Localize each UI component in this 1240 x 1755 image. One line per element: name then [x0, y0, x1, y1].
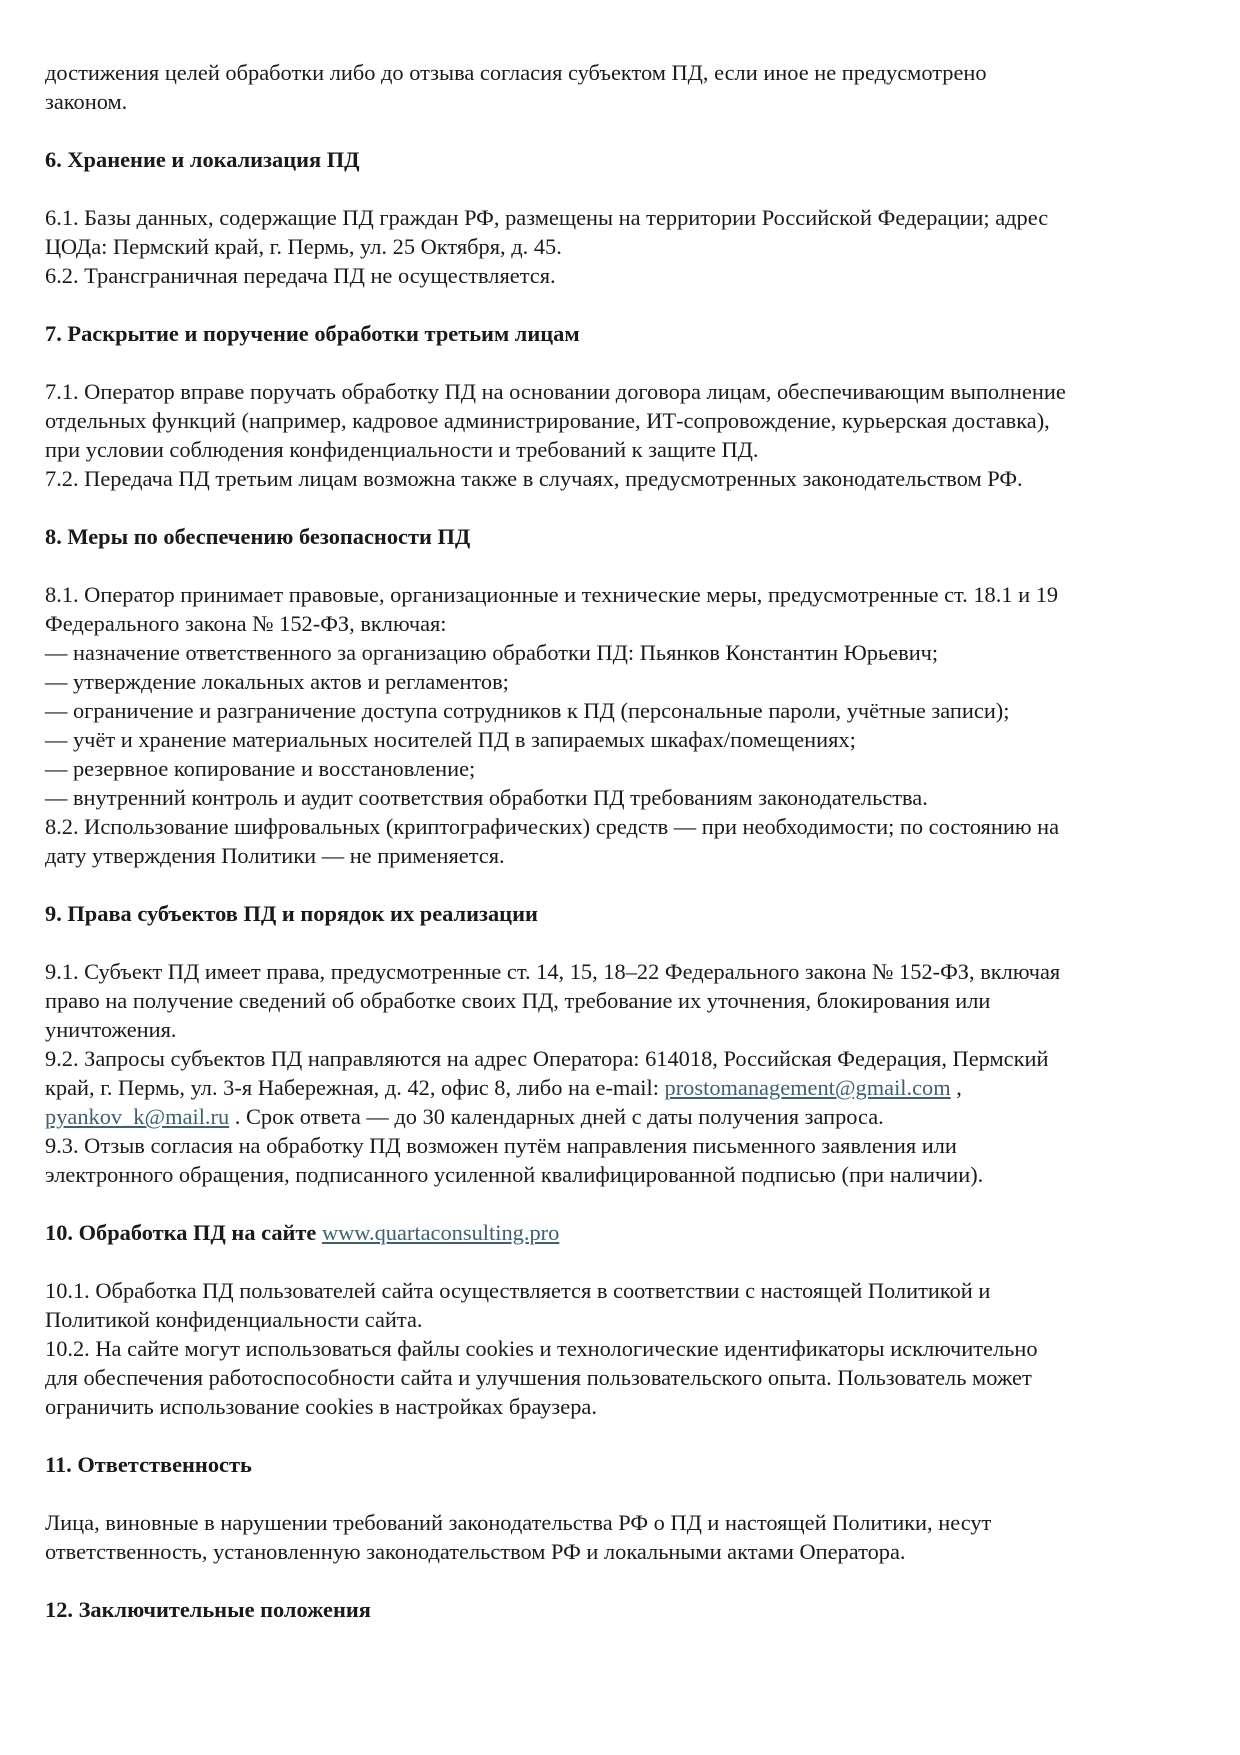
paragraph-line: 6.2. Трансграничная передача ПД не осуществляется. [45, 263, 556, 288]
paragraph-text: . Срок ответа — до 30 календарных дней с даты получения запроса. [229, 1104, 884, 1129]
section-9-heading: 9. Права субъектов ПД и порядок их реализации [45, 901, 538, 926]
separator-comma: , [950, 1075, 962, 1100]
section-7-heading: 7. Раскрытие и поручение обработки третьим лицам [45, 321, 580, 346]
section-11-heading: 11. Ответственность [45, 1452, 252, 1477]
list-item: — утверждение локальных актов и регламентов; [45, 669, 509, 694]
paragraph-line: 7.1. Оператор вправе поручать обработку ПД на основании договора лицам, обеспечивающим выполнение [45, 379, 1066, 404]
section-8-body [45, 580, 1205, 870]
section-10-heading [45, 1218, 1205, 1247]
section-9-body [45, 957, 1205, 1189]
paragraph-line: при условии соблюдения конфиденциальности и требований к защите ПД. [45, 437, 759, 462]
list-item: — ограничение и разграничение доступа сотрудников к ПД (персональные пароли, учётные записи); [45, 698, 1010, 723]
paragraph-line: дату утверждения Политики — не применяется. [45, 843, 505, 868]
paragraph-line: Политикой конфиденциальности сайта. [45, 1307, 423, 1332]
section-10-body [45, 1276, 1205, 1421]
paragraph-line [45, 1073, 1205, 1102]
paragraph-line: 8.2. Использование шифровальных (криптографических) средств — при необходимости; по состоянию на [45, 814, 1060, 839]
list-item: — внутренний контроль и аудит соответствия обработки ПД требованиям законодательства. [45, 785, 928, 810]
paragraph-text: край, г. Пермь, ул. 3-я Набережная, д. 42, офис 8, либо на e-mail: [45, 1075, 665, 1100]
intro-line: достижения целей обработки либо до отзыва согласия субъектом ПД, если иное не предусмотрено [45, 60, 987, 85]
intro-line: законом. [45, 89, 128, 114]
paragraph-line: ЦОДа: Пермский край, г. Пермь, ул. 25 Октября, д. 45. [45, 234, 562, 259]
list-item: — резервное копирование и восстановление; [45, 756, 476, 781]
paragraph-line: Федерального закона № 152-ФЗ, включая: [45, 611, 447, 636]
email-link-prostomanagement[interactable]: prostomanagement@gmail.com [664, 1075, 951, 1100]
paragraph-line: уничтожения. [45, 1017, 177, 1042]
paragraph-line: 9.3. Отзыв согласия на обработку ПД возможен путём направления письменного заявления или [45, 1133, 957, 1158]
paragraph-line: электронного обращения, подписанного усиленной квалифицированной подписью (при наличии). [45, 1162, 984, 1187]
paragraph-line: Лица, виновные в нарушении требований законодательства РФ о ПД и настоящей Политики, несут [45, 1510, 992, 1535]
section-7-body [45, 377, 1205, 493]
section-10-title: 10. Обработка ПД на сайте [45, 1220, 322, 1245]
paragraph-line: ограничить использование cookies в настройках браузера. [45, 1394, 597, 1419]
site-link[interactable]: www.quartaconsulting.pro [321, 1220, 560, 1245]
section-12-heading: 12. Заключительные положения [45, 1597, 371, 1622]
paragraph-line: 8.1. Оператор принимает правовые, организационные и технические меры, предусмотренные ст. 18.1 и 19 [45, 582, 1059, 607]
paragraph-line: 9.2. Запросы субъектов ПД направляются на адрес Оператора: 614018, Российская Федерация, Пермский [45, 1046, 1049, 1071]
paragraph-line: для обеспечения работоспособности сайта и улучшения пользовательского опыта. Пользователь может [45, 1365, 1032, 1390]
paragraph-line: отдельных функций (например, кадровое администрирование, ИТ-сопровождение, курьерская доставка), [45, 408, 1050, 433]
intro-paragraph [45, 58, 1205, 116]
paragraph-line [45, 1102, 1205, 1131]
paragraph-line: 10.2. На сайте могут использоваться файлы cookies и технологические идентификаторы исключительно [45, 1336, 1038, 1361]
paragraph-line: 9.1. Субъект ПД имеет права, предусмотренные ст. 14, 15, 18–22 Федерального закона № 152-ФЗ, включая [45, 959, 1061, 984]
paragraph-line: 7.2. Передача ПД третьим лицам возможна также в случаях, предусмотренных законодательством РФ. [45, 466, 1023, 491]
section-8-heading: 8. Меры по обеспечению безопасности ПД [45, 524, 471, 549]
section-6-heading: 6. Хранение и локализация ПД [45, 147, 360, 172]
list-item: — назначение ответственного за организацию обработки ПД: Пьянков Константин Юрьевич; [45, 640, 939, 665]
document-page [45, 58, 1205, 1653]
paragraph-line: ответственность, установленную законодательством РФ и локальными актами Оператора. [45, 1539, 906, 1564]
paragraph-line: 10.1. Обработка ПД пользователей сайта осуществляется в соответствии с настоящей Политикой и [45, 1278, 991, 1303]
paragraph-line: право на получение сведений об обработке своих ПД, требование их уточнения, блокирования или [45, 988, 991, 1013]
paragraph-line: 6.1. Базы данных, содержащие ПД граждан РФ, размещены на территории Российской Федерации; адрес [45, 205, 1049, 230]
email-link-pyankov[interactable]: pyankov_k@mail.ru [45, 1104, 230, 1129]
section-6-body [45, 203, 1205, 290]
list-item: — учёт и хранение материальных носителей ПД в запираемых шкафах/помещениях; [45, 727, 856, 752]
section-11-body [45, 1508, 1205, 1566]
